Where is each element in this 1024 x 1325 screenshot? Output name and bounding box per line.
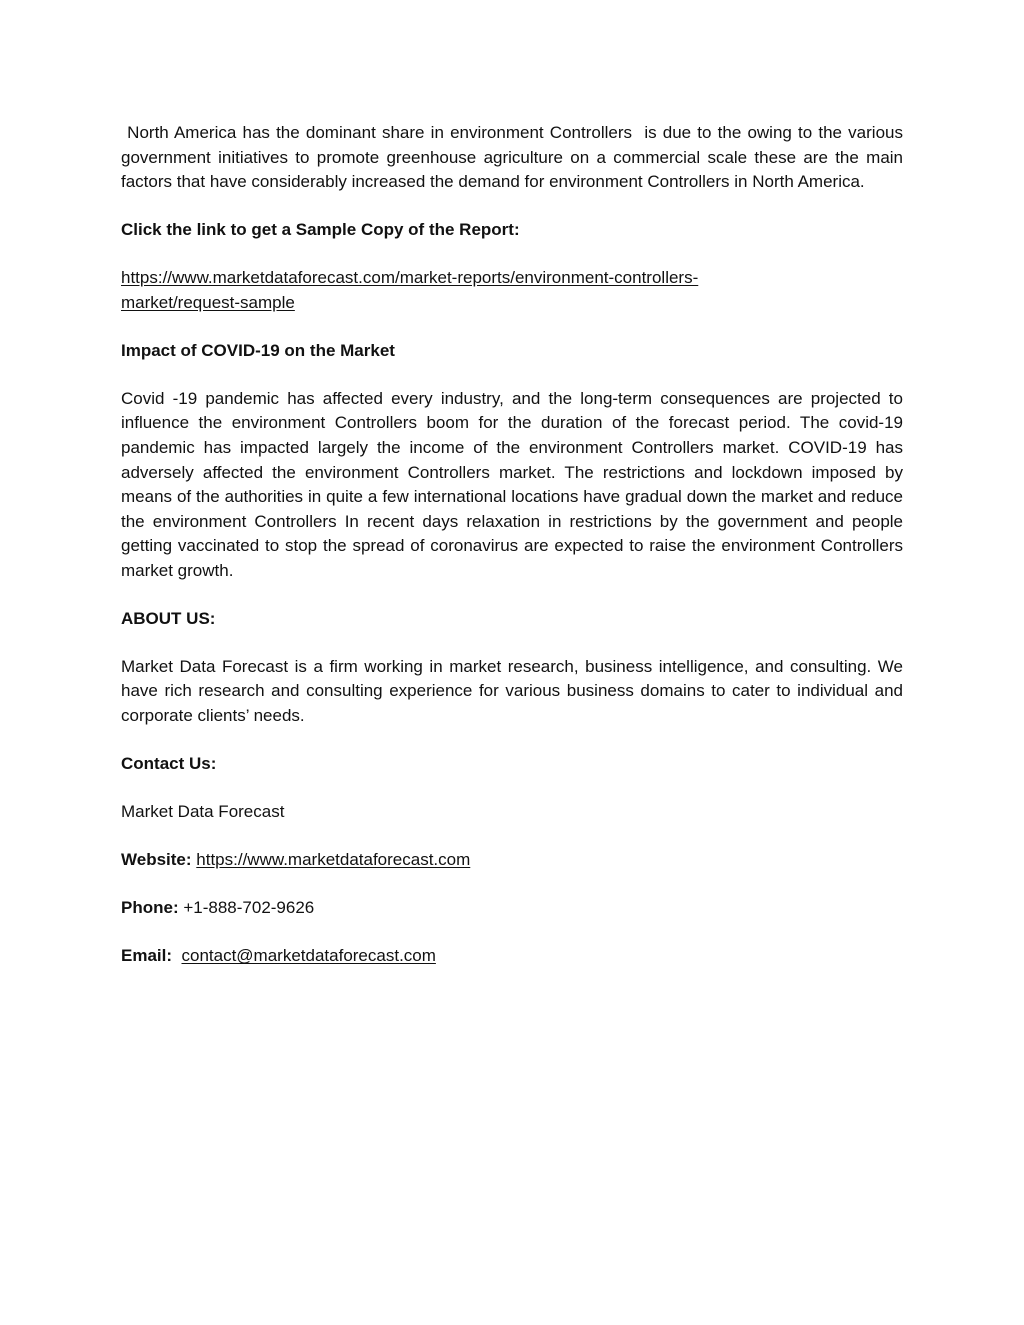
sample-link-block xyxy=(121,266,903,315)
sample-link-line1: https://www.marketdataforecast.com/market-reports/environment-controllers- xyxy=(121,268,699,288)
document-page xyxy=(121,121,908,992)
email-label: Email: xyxy=(121,945,173,965)
website-label: Website: xyxy=(121,849,192,869)
contact-heading: Contact Us: xyxy=(121,754,217,774)
website-link[interactable]: https://www.marketdataforecast.com xyxy=(196,849,471,869)
sample-heading: Click the link to get a Sample Copy of the Report: xyxy=(121,220,520,240)
contact-phone-line xyxy=(121,896,903,921)
phone-number: +1-888-702-9626 xyxy=(183,897,315,917)
about-paragraph: Market Data Forecast is a firm working in market research, business intelligence, and consulting. We have rich research and consulting experience for various business domains to cater to individual and corporate clients’ needs. xyxy=(121,656,903,726)
email-link[interactable]: contact@marketdataforecast.com xyxy=(181,945,436,965)
about-heading: ABOUT US: xyxy=(121,608,216,628)
contact-email-line xyxy=(121,944,903,969)
contact-website-line xyxy=(121,848,903,873)
sample-link-line2: market/request-sample xyxy=(121,292,295,312)
phone-label: Phone: xyxy=(121,897,179,917)
covid-paragraph: Covid -19 pandemic has affected every industry, and the long-term consequences are projected to influence the environment Controllers boom for the duration of the forecast period. The covid-19 pandemic has impacted largely the income of the environment Controllers market. COVID-19 has adversely affected the environment Controllers market. The restrictions and lockdown imposed by means of the authorities in quite a few international locations have gradual down the market and reduce the environment Controllers In recent days relaxation in restrictions by the government and people getting vaccinated to stop the spread of coronavirus are expected to raise the environment Controllers market growth. xyxy=(121,388,903,580)
intro-paragraph: North America has the dominant share in environment Controllers is due to the owing to the various government initiatives to promote greenhouse agriculture on a commercial scale these are the main factors that have considerably increased the demand for environment Controllers in North America. xyxy=(121,123,908,192)
covid-heading: Impact of COVID-19 on the Market xyxy=(121,340,395,360)
contact-company: Market Data Forecast xyxy=(121,802,285,821)
sample-link[interactable] xyxy=(121,268,698,312)
